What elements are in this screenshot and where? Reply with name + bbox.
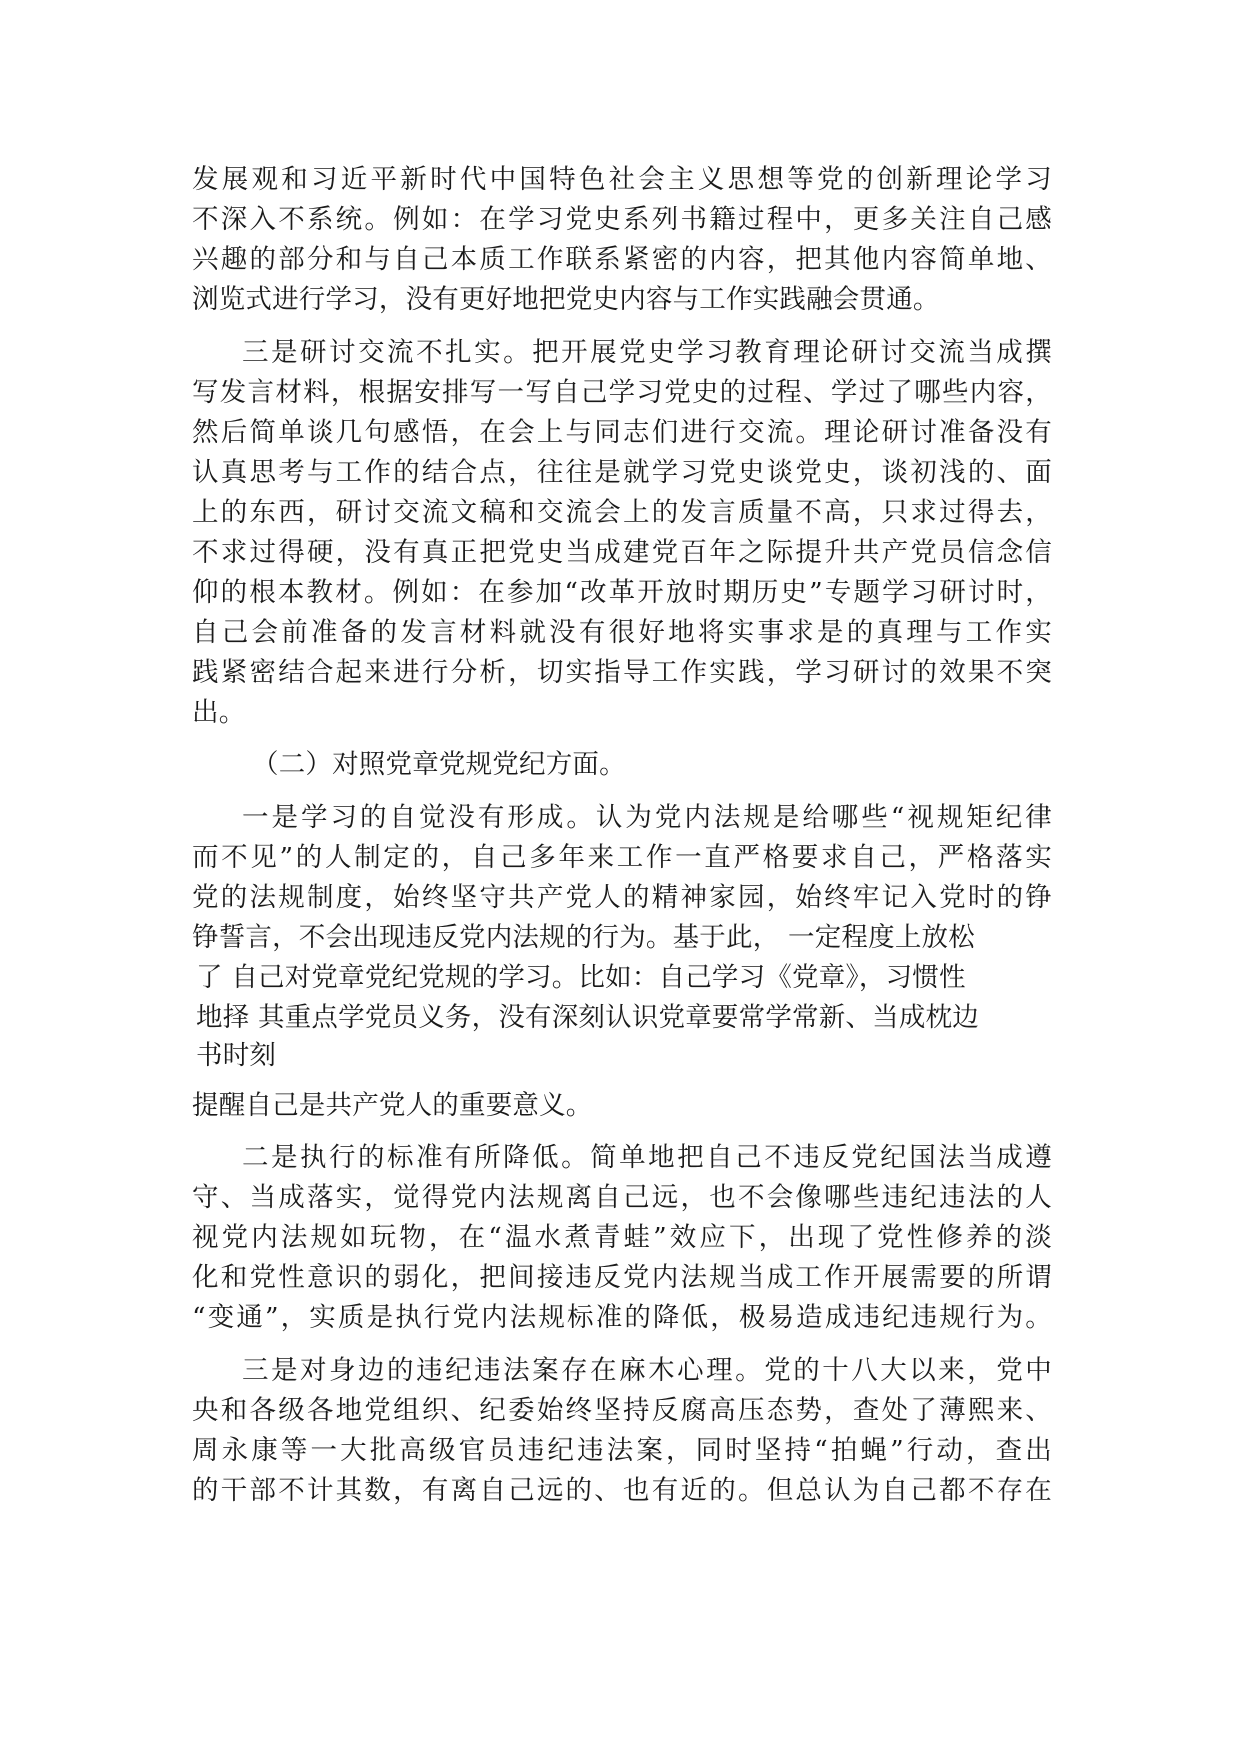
text-line: 然后简单谈几句感悟，在会上与同志们进行交流。理论研讨准备没有 xyxy=(192,417,1052,448)
paragraph-start-line: 三是对身边的违纪违法案存在麻木心理。党的十八大以来，党中 xyxy=(242,1355,1052,1386)
text-line: 了 自己对党章党纪党规的学习。比如：自己学习《党章》，习惯性 xyxy=(196,962,966,993)
text-line: 化和党性意识的弱化，把间接违反党内法规当成工作开展需要的所谓 xyxy=(192,1262,1052,1293)
text-line: 书时刻 xyxy=(196,1040,277,1071)
text-line: 地择 其重点学党员义务，没有深刻认识党章要常学常新、当成枕边 xyxy=(196,1002,979,1033)
text-line: “变通”，实质是执行党内法规标准的降低，极易造成违纪违规行为。 xyxy=(192,1302,1052,1333)
section-heading: （二）对照党章党规党纪方面。 xyxy=(252,749,626,780)
text-line: 而不见”的人制定的，自己多年来工作一直严格要求自己，严格落实 xyxy=(192,842,1052,873)
text-line: 自己会前准备的发言材料就没有很好地将实事求是的真理与工作实 xyxy=(192,617,1052,648)
text-line: 视党内法规如玩物，在“温水煮青蛙”效应下，出现了党性修养的淡 xyxy=(192,1222,1052,1253)
text-line: 发展观和习近平新时代中国特色社会主义思想等党的创新理论学习 xyxy=(192,164,1052,195)
paragraph-start-line: 三是研讨交流不扎实。把开展党史学习教育理论研讨交流当成撰 xyxy=(242,337,1052,368)
paragraph-start-line: 一是学习的自觉没有形成。认为党内法规是给哪些“视规矩纪律 xyxy=(242,802,1052,833)
text-line: 上的东西，研讨交流文稿和交流会上的发言质量不高，只求过得去， xyxy=(192,497,1052,528)
text-line: 守、当成落实，觉得党内法规离自己远，也不会像哪些违纪违法的人 xyxy=(192,1182,1052,1213)
text-line: 出。 xyxy=(192,697,246,728)
text-line: 不求过得硬，没有真正把党史当成建党百年之际提升共产党员信念信 xyxy=(192,537,1052,568)
paragraph-start-line: 二是执行的标准有所降低。简单地把自己不违反党纪国法当成遵 xyxy=(242,1142,1052,1173)
text-line: 写发言材料，根据安排写一写自己学习党史的过程、学过了哪些内容， xyxy=(192,377,1052,408)
text-line: 的干部不计其数，有离自己远的、也有近的。但总认为自己都不存在 xyxy=(192,1475,1052,1506)
text-line: 党的法规制度，始终坚守共产党人的精神家园，始终牢记入党时的铮 xyxy=(192,882,1052,913)
text-line: 认真思考与工作的结合点，往往是就学习党史谈党史，谈初浅的、面 xyxy=(192,457,1052,488)
text-line: 提醒自己是共产党人的重要意义。 xyxy=(192,1090,593,1121)
text-line: 周永康等一大批高级官员违纪违法案，同时坚持“拍蝇”行动，查出 xyxy=(192,1435,1052,1466)
text-line: 浏览式进行学习，没有更好地把党史内容与工作实践融会贯通。 xyxy=(192,284,940,315)
text-line: 央和各级各地党组织、纪委始终坚持反腐高压态势，查处了薄熙来、 xyxy=(192,1395,1052,1426)
text-line: 践紧密结合起来进行分析，切实指导工作实践，学习研讨的效果不突 xyxy=(192,657,1052,688)
text-line: 铮誓言，不会出现违反党内法规的行为。基于此， 一定程度上放松 xyxy=(192,922,975,953)
text-line: 仰的根本教材。例如：在参加“改革开放时期历史”专题学习研讨时， xyxy=(192,577,1052,608)
text-line: 兴趣的部分和与自己本质工作联系紧密的内容，把其他内容简单地、 xyxy=(192,244,1052,275)
text-line: 不深入不系统。例如：在学习党史系列书籍过程中，更多关注自己感 xyxy=(192,204,1052,235)
